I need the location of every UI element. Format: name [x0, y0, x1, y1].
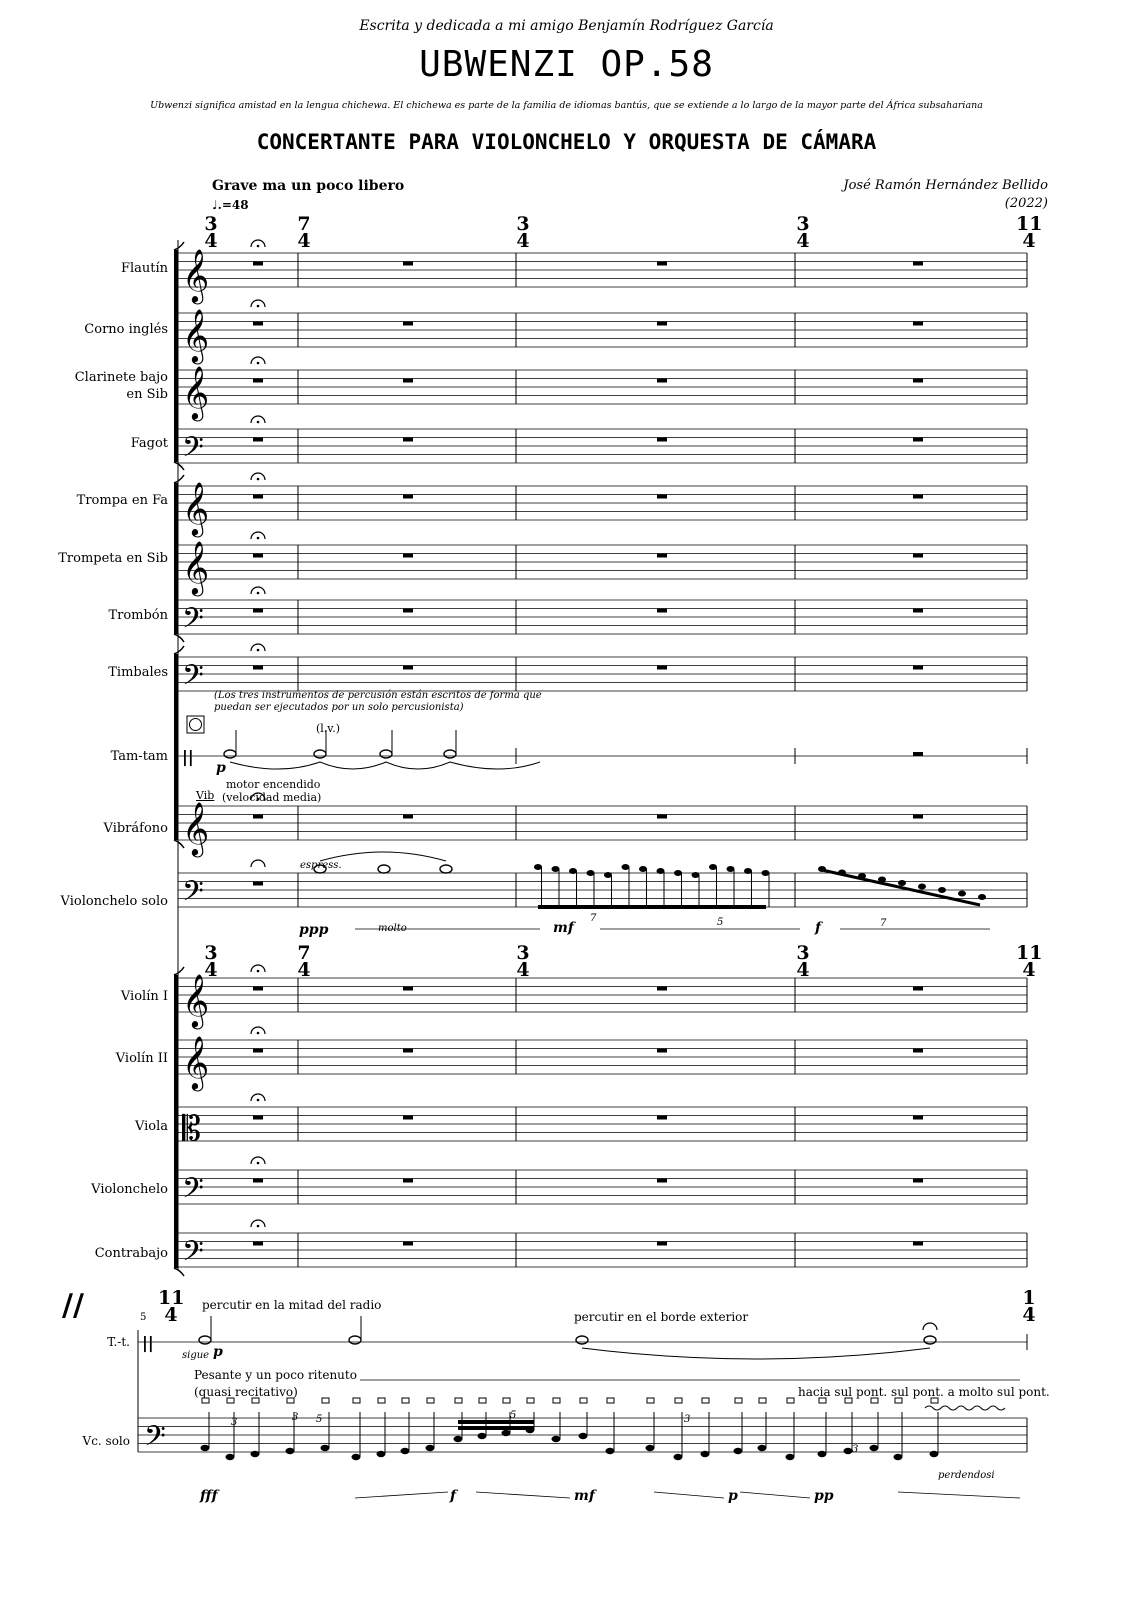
note-head: [786, 1454, 795, 1460]
fermata-dot: [257, 478, 260, 481]
fermata-icon: [923, 1323, 937, 1330]
rest-icon: [913, 495, 923, 499]
note-head: [534, 864, 542, 870]
beam: [458, 1426, 534, 1430]
tempo-expression-2: (quasi recitativo): [194, 1385, 298, 1399]
sigue-marking: sigue: [182, 1350, 210, 1361]
rest-icon: [403, 815, 413, 819]
rest-icon: [403, 1179, 413, 1183]
rest-icon: [253, 379, 263, 383]
clef-icon: 𝄞: [182, 973, 210, 1027]
instrument-label: Timbales: [108, 665, 168, 680]
score-subtitle: CONCERTANTE PARA VIOLONCHELO Y ORQUESTA DE CÁMARA: [256, 130, 877, 154]
fermata-dot: [257, 362, 260, 365]
rest-icon: [657, 666, 667, 670]
tuplet-number: 5: [316, 1414, 323, 1425]
rest-icon: [403, 987, 413, 991]
dynamic-mf: mf: [574, 1488, 595, 1504]
fermata-dot: [257, 1162, 260, 1165]
hairpin: [654, 1492, 724, 1498]
note-head: [201, 1445, 210, 1451]
time-signature: 1 4: [1022, 1287, 1036, 1326]
down-bow-icon: [455, 1398, 462, 1403]
clef-icon: 𝄢: [144, 1420, 166, 1460]
instrument-label: Trombón: [108, 608, 168, 623]
note-head: [639, 866, 647, 872]
vibraphone-motor-note: motor encendido: [226, 778, 321, 791]
note-head: [762, 870, 770, 876]
rest-icon: [913, 322, 923, 326]
note-head: [251, 1451, 260, 1457]
instrument-label: Violonchelo: [91, 1182, 168, 1197]
composer: José Ramón Hernández Bellido: [843, 178, 1048, 193]
rest-icon: [913, 752, 923, 756]
dynamic-p: p: [216, 760, 226, 776]
rest-icon: [657, 815, 667, 819]
rest-icon: [253, 609, 263, 613]
instrument-label: Trompa en Fa: [76, 493, 168, 508]
clef-icon: 𝄢: [182, 659, 204, 699]
rest-icon: [657, 379, 667, 383]
bracket: [174, 483, 178, 634]
vibraphone-label: Vib: [196, 789, 215, 802]
down-bow-icon: [353, 1398, 360, 1403]
system-separator-icon: //: [62, 1288, 84, 1323]
down-bow-icon: [735, 1398, 742, 1403]
rest-icon: [403, 609, 413, 613]
instrument-label: Trompeta en Sib: [58, 551, 168, 566]
note-head: [709, 864, 717, 870]
tempo-marking: Grave ma un poco libero: [212, 178, 405, 194]
rest-icon: [657, 322, 667, 326]
down-bow-icon: [647, 1398, 654, 1403]
tuplet-number: 5: [717, 917, 724, 928]
down-bow-icon: [702, 1398, 709, 1403]
rest-icon: [913, 554, 923, 558]
laissez-vibrer: (l.v.): [316, 722, 341, 735]
percussion-note: (Los tres instrumentos de percusión están escritos de forma que puedan ser ejecutados por un solo percusionista): [214, 690, 542, 713]
tuplet-number: 3: [684, 1414, 691, 1425]
instrument-label: Vibráfono: [103, 821, 168, 836]
trill-line: [925, 1406, 1005, 1410]
note-head: [478, 1433, 487, 1439]
rest-icon: [403, 1049, 413, 1053]
note-head: [321, 1445, 330, 1451]
instrument-label: Violín II: [115, 1051, 168, 1066]
dynamic-f: f: [450, 1488, 457, 1504]
tam-tam-icon-circle: [190, 719, 202, 731]
beam: [822, 870, 980, 905]
fermata-dot: [257, 305, 260, 308]
rest-icon: [253, 1242, 263, 1246]
tie: [230, 762, 540, 769]
note-head: [958, 891, 966, 897]
beam: [538, 905, 766, 909]
note-head: [734, 1448, 743, 1454]
rest-icon: [913, 262, 923, 266]
note-head: [727, 866, 735, 872]
dynamic-p: p: [728, 1488, 738, 1504]
note-head: [978, 894, 986, 900]
instrument-label: Tam-tam: [110, 749, 168, 764]
note-head: [587, 870, 595, 876]
note-head: [226, 1454, 235, 1460]
tuplet-number: 5: [510, 1410, 517, 1421]
note-head: [352, 1454, 361, 1460]
score-title: UBWENZI OP.58: [419, 44, 714, 85]
instrument-label: Viola: [134, 1119, 168, 1134]
time-signature: 7 4: [297, 942, 311, 981]
rest-icon: [657, 987, 667, 991]
tempo-expression: Pesante y un poco ritenuto: [194, 1368, 357, 1382]
down-bow-icon: [527, 1398, 534, 1403]
metronome-marking: ♩.=48: [212, 198, 249, 212]
note-head: [454, 1436, 463, 1442]
rest-icon: [913, 438, 923, 442]
instrument-label: Violonchelo solo: [60, 894, 168, 909]
dedication: Escrita y dedicada a mi amigo Benjamín Rodríguez García: [359, 18, 774, 34]
time-signature: 11 4: [1016, 942, 1043, 981]
instrument-label: Corno inglés: [84, 322, 168, 337]
tuplet-number: 7: [880, 918, 887, 929]
note-head: [924, 1336, 936, 1344]
rest-icon: [913, 1116, 923, 1120]
rest-icon: [253, 554, 263, 558]
note-head: [744, 868, 752, 874]
fermata-icon: [251, 860, 265, 867]
hairpin: [740, 1492, 810, 1498]
note-head: [604, 872, 612, 878]
rest-icon: [253, 1179, 263, 1183]
espressivo-marking: espress.: [300, 860, 342, 871]
note-head: [552, 866, 560, 872]
clef-icon: 𝄢: [182, 1235, 204, 1275]
down-bow-icon: [427, 1398, 434, 1403]
rest-icon: [657, 1116, 667, 1120]
composition-year: (2022): [1004, 196, 1048, 211]
clef-icon: 𝄢: [182, 602, 204, 642]
time-signature: 11 4: [1016, 213, 1043, 252]
tuplet-number: 3: [852, 1444, 859, 1455]
note-head: [569, 868, 577, 874]
measure-number: 5: [140, 1312, 147, 1323]
down-bow-icon: [607, 1398, 614, 1403]
down-bow-icon: [787, 1398, 794, 1403]
rest-icon: [253, 882, 263, 886]
technique-marking: percutir en el borde exterior: [574, 1310, 749, 1324]
tuplet-number: 3: [231, 1417, 238, 1428]
note-head: [224, 750, 236, 758]
note-head: [552, 1436, 561, 1442]
dynamic-p: p: [213, 1344, 223, 1360]
fermata-dot: [257, 1032, 260, 1035]
note-head: [657, 868, 665, 874]
note-head: [579, 1433, 588, 1439]
dynamic-mf: mf: [553, 920, 574, 936]
note-head: [938, 887, 946, 893]
note-head: [401, 1448, 410, 1454]
note-head: [646, 1445, 655, 1451]
down-bow-icon: [322, 1398, 329, 1403]
rest-icon: [253, 262, 263, 266]
down-bow-icon: [759, 1398, 766, 1403]
down-bow-icon: [580, 1398, 587, 1403]
perdendosi-marking: perdendosi: [938, 1470, 995, 1481]
note-head: [380, 750, 392, 758]
fermata-dot: [257, 245, 260, 248]
rest-icon: [253, 1049, 263, 1053]
note-head: [918, 884, 926, 890]
time-signature: 3 4: [516, 942, 530, 981]
note-head: [870, 1445, 879, 1451]
clef-icon: 𝄞: [182, 801, 210, 855]
time-signature: 3 4: [796, 213, 810, 252]
down-bow-icon: [553, 1398, 560, 1403]
note-head: [622, 864, 630, 870]
fermata-dot: [257, 649, 260, 652]
rest-icon: [913, 815, 923, 819]
note-head: [426, 1445, 435, 1451]
note-head: [894, 1454, 903, 1460]
hairpin: [898, 1492, 1020, 1498]
instrument-label: Clarinete bajo en Sib: [74, 370, 168, 402]
dynamic-fff: fff: [200, 1488, 218, 1504]
percussion-clef-icon: ||: [142, 1333, 154, 1352]
note-head: [502, 1430, 511, 1436]
rest-icon: [657, 554, 667, 558]
down-bow-icon: [503, 1398, 510, 1403]
down-bow-icon: [402, 1398, 409, 1403]
instrument-label: Vc. solo: [82, 1434, 130, 1448]
rest-icon: [403, 1242, 413, 1246]
vibraphone-speed-note: (velocidad media): [222, 791, 322, 804]
rest-icon: [913, 1179, 923, 1183]
clef-icon: 𝄞: [182, 365, 210, 419]
note-head: [606, 1448, 615, 1454]
rest-icon: [403, 666, 413, 670]
rest-icon: [253, 495, 263, 499]
fermata-dot: [257, 1225, 260, 1228]
time-signature: 3 4: [796, 942, 810, 981]
sul-ponticello-marking: hacia sul pont. sul pont. a molto sul pont.: [798, 1385, 1050, 1399]
note-head: [377, 1451, 386, 1457]
clef-icon: 𝄞: [182, 481, 210, 535]
down-bow-icon: [479, 1398, 486, 1403]
tie: [582, 1348, 930, 1359]
tuplet-number: 7: [590, 913, 597, 924]
note-head: [818, 1451, 827, 1457]
tuplet-number: 3: [292, 1412, 299, 1423]
molto-marking: molto: [378, 923, 407, 934]
time-signature: 3 4: [204, 213, 218, 252]
rest-icon: [913, 609, 923, 613]
note-head: [674, 1454, 683, 1460]
clef-icon: 𝄞: [182, 248, 210, 302]
clef-icon: 𝄡: [182, 1109, 201, 1149]
dynamic-ppp: ppp: [299, 922, 329, 938]
beam: [458, 1420, 534, 1424]
rest-icon: [403, 379, 413, 383]
note-head: [701, 1451, 710, 1457]
rest-icon: [913, 987, 923, 991]
dynamic-f: f: [815, 920, 822, 936]
rest-icon: [253, 815, 263, 819]
clef-icon: 𝄢: [182, 1172, 204, 1212]
time-signature: 7 4: [297, 213, 311, 252]
instrument-label: Violín I: [120, 989, 168, 1004]
note-head: [576, 1336, 588, 1344]
instrument-label: Flautín: [120, 261, 168, 276]
clef-icon: 𝄞: [182, 1035, 210, 1089]
rest-icon: [657, 262, 667, 266]
clef-icon: 𝄢: [182, 875, 204, 915]
rest-icon: [403, 322, 413, 326]
rest-icon: [253, 438, 263, 442]
down-bow-icon: [675, 1398, 682, 1403]
rest-icon: [913, 379, 923, 383]
note-head: [898, 880, 906, 886]
rest-icon: [403, 495, 413, 499]
rest-icon: [253, 1116, 263, 1120]
hairpin: [476, 1492, 570, 1498]
note-head: [692, 872, 700, 878]
rest-icon: [253, 322, 263, 326]
dynamic-pp: pp: [814, 1488, 834, 1504]
rest-icon: [403, 262, 413, 266]
fermata-dot: [257, 1099, 260, 1102]
rest-icon: [253, 987, 263, 991]
time-signature: 3 4: [516, 213, 530, 252]
note-head: [349, 1336, 361, 1344]
note-head: [440, 865, 452, 873]
time-signature: 3 4: [204, 942, 218, 981]
fermata-dot: [257, 537, 260, 540]
instrument-label: Contrabajo: [94, 1246, 168, 1261]
bracket: [174, 250, 178, 462]
fermata-dot: [257, 421, 260, 424]
note-head: [930, 1451, 939, 1457]
instrument-label: Fagot: [130, 436, 168, 451]
clef-icon: 𝄞: [182, 540, 210, 594]
rest-icon: [657, 1049, 667, 1053]
bracket: [174, 975, 178, 1268]
time-signature: 11 4: [158, 1287, 185, 1326]
rest-icon: [403, 438, 413, 442]
title-description: Ubwenzi significa amistad en la lengua chichewa. El chichewa es parte de la familia de idiomas bantús, que se extiende a lo largo de la mayor parte del África subsahariana: [150, 100, 983, 111]
percussion-clef-icon: ||: [182, 747, 194, 766]
rest-icon: [657, 438, 667, 442]
rest-icon: [657, 609, 667, 613]
note-head: [378, 865, 390, 873]
note-head: [758, 1445, 767, 1451]
bracket: [174, 654, 178, 840]
note-head: [444, 750, 456, 758]
note-head: [286, 1448, 295, 1454]
clef-icon: 𝄢: [182, 431, 204, 471]
bracket-hook: [174, 646, 184, 654]
technique-marking: percutir en la mitad del radio: [202, 1298, 382, 1312]
rest-icon: [913, 1049, 923, 1053]
fermata-dot: [257, 592, 260, 595]
hairpin: [355, 1492, 448, 1498]
rest-icon: [657, 495, 667, 499]
rest-icon: [657, 1179, 667, 1183]
instrument-label: T.-t.: [107, 1335, 130, 1349]
down-bow-icon: [378, 1398, 385, 1403]
rest-icon: [253, 666, 263, 670]
rest-icon: [403, 554, 413, 558]
fermata-dot: [257, 970, 260, 973]
rest-icon: [403, 1116, 413, 1120]
note-head: [314, 750, 326, 758]
clef-icon: 𝄞: [182, 308, 210, 362]
note-head: [199, 1336, 211, 1344]
rest-icon: [913, 666, 923, 670]
rest-icon: [913, 1242, 923, 1246]
note-head: [674, 870, 682, 876]
rest-icon: [657, 1242, 667, 1246]
